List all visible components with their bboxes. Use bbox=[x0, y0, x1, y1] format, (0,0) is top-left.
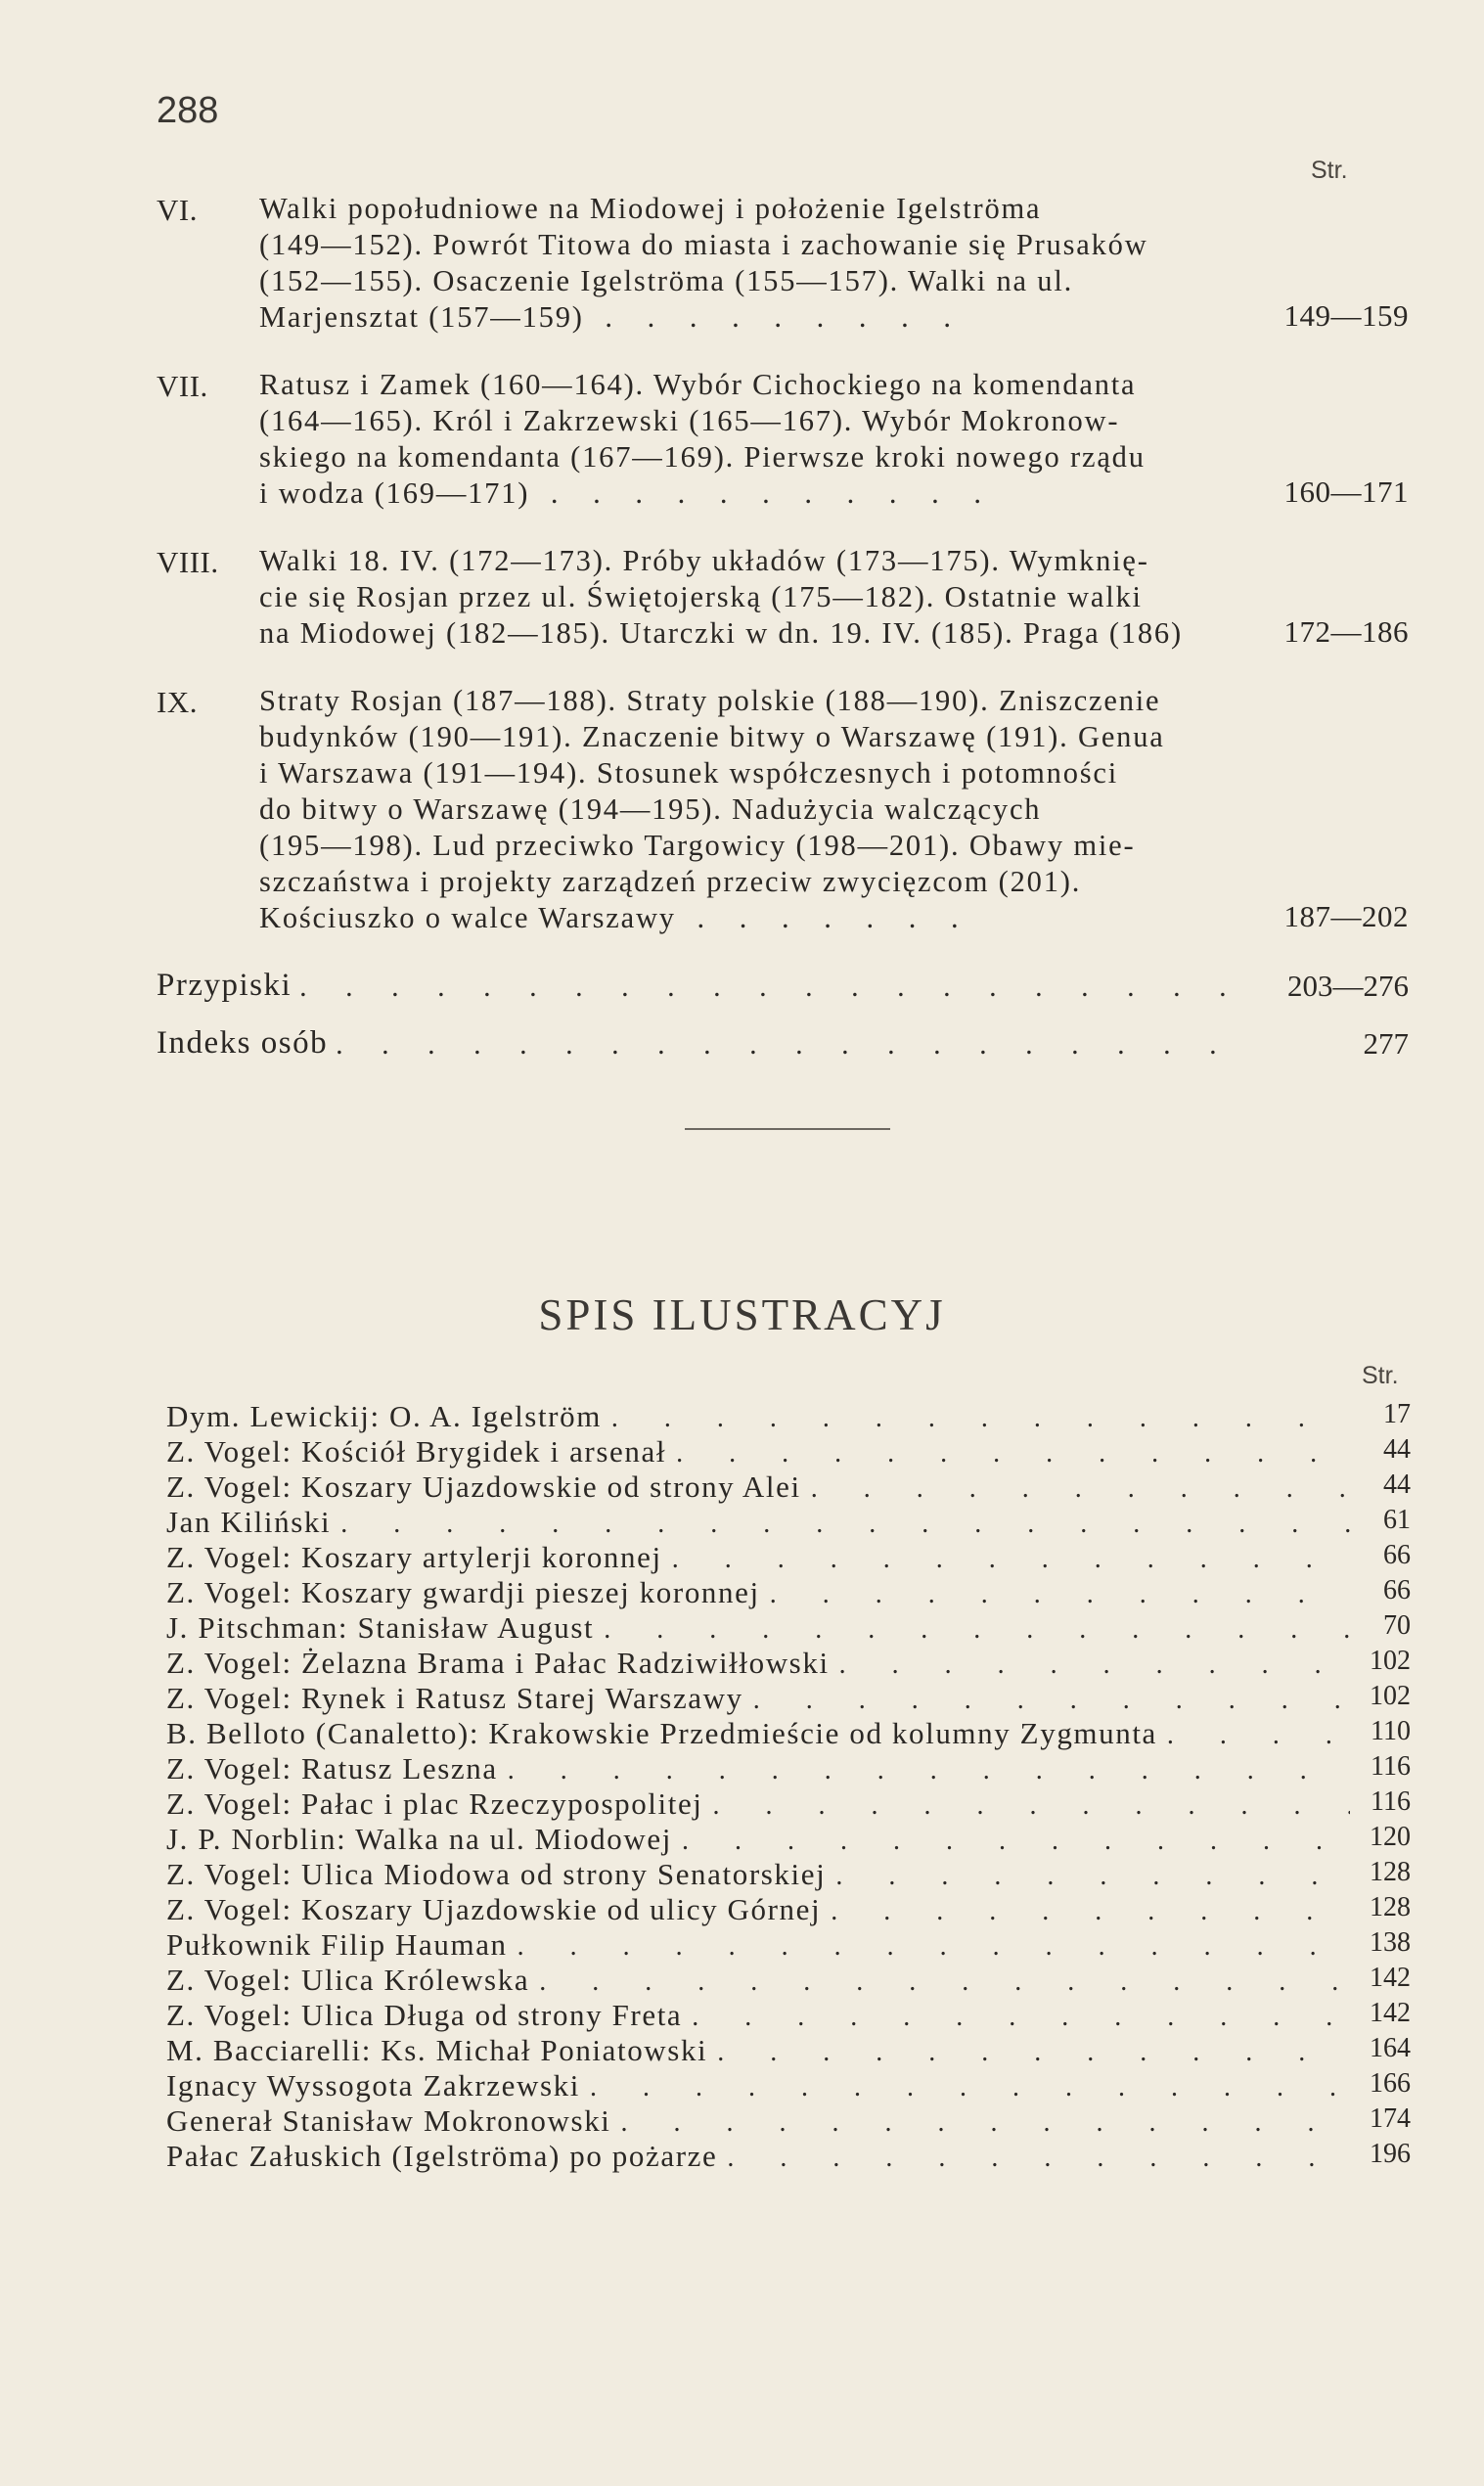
illustration-page: 70 bbox=[1383, 1610, 1411, 1641]
illustration-entry bbox=[166, 2033, 1411, 2068]
illustration-caption: Z. Vogel: Koszary artylerji koronnej bbox=[166, 1540, 662, 1574]
illustration-caption: Generał Stanisław Mokronowski bbox=[166, 2103, 611, 2138]
illustration-caption: B. Belloto (Canaletto): Krakowskie Przedmieście od kolumny Zygmunta bbox=[166, 1716, 1157, 1750]
illustration-caption: J. P. Norblin: Walka na ul. Miodowej bbox=[166, 1822, 672, 1856]
chapter-line: (149—152). Powrót Titowa do miasta i zachowanie się Prusaków bbox=[259, 228, 1148, 261]
dot-leader bbox=[539, 1966, 1350, 1998]
chapter-line-text: i wodza (169—171) bbox=[259, 476, 530, 510]
chapter-pages: 187—202 bbox=[1283, 899, 1409, 933]
dot-leader: . . . . . . . . . bbox=[583, 300, 965, 334]
chapter-line: Ratusz i Zamek (160—164). Wybór Cichockiego na komendanta bbox=[259, 368, 1137, 401]
illustration-caption: Z. Vogel: Ulica Miodowa od strony Senatorskiej bbox=[166, 1857, 827, 1891]
dot-leader bbox=[336, 1028, 1233, 1062]
illustration-page: 164 bbox=[1370, 2033, 1411, 2063]
chapter-description bbox=[259, 543, 1237, 652]
illustration-caption: Ignacy Wyssogota Zakrzewski bbox=[166, 2068, 580, 2102]
dot-leader bbox=[770, 1579, 1350, 1610]
illustration-caption: Z. Vogel: Ratusz Leszna bbox=[166, 1751, 498, 1785]
chapter-numeral: VI. bbox=[157, 193, 198, 227]
illustration-caption: Z. Vogel: Koszary Ujazdowskie od strony Alei bbox=[166, 1469, 801, 1504]
illustration-entry bbox=[166, 1716, 1411, 1751]
chapter-line: skiego na komendanta (167—169). Pierwsze kroki nowego rządu bbox=[259, 440, 1146, 474]
illustration-page: 116 bbox=[1371, 1751, 1411, 1782]
chapter-numeral: VII. bbox=[157, 369, 208, 403]
dot-leader bbox=[713, 1790, 1350, 1822]
chapter-description bbox=[259, 683, 1237, 936]
illustration-page: 17 bbox=[1383, 1399, 1411, 1429]
illustration-entry bbox=[166, 1892, 1411, 1927]
illustration-entry bbox=[166, 1575, 1411, 1610]
extra-pages: 203—276 bbox=[1287, 969, 1409, 1003]
extra-pages: 277 bbox=[1363, 1026, 1409, 1061]
illustration-page: 142 bbox=[1370, 1963, 1411, 1993]
illustration-page: 102 bbox=[1370, 1681, 1411, 1711]
dot-leader: . . . . . . . bbox=[675, 901, 972, 934]
page-number: 288 bbox=[157, 90, 219, 131]
chapter-description bbox=[259, 367, 1237, 512]
illustration-entry bbox=[166, 1751, 1411, 1786]
illustration-entry bbox=[166, 1822, 1411, 1857]
illustrations-list bbox=[166, 1399, 1411, 2174]
extra-entry-indeks bbox=[157, 1025, 1409, 1062]
illustration-page: 120 bbox=[1370, 1822, 1411, 1852]
illustration-entry bbox=[166, 2068, 1411, 2103]
illustration-entry bbox=[166, 1998, 1411, 2033]
chapter-line: (164—165). Król i Zakrzewski (165—167). Wybór Mokronow- bbox=[259, 404, 1120, 437]
dot-leader bbox=[811, 1473, 1350, 1505]
chapter-pages: 160—171 bbox=[1283, 475, 1409, 509]
chapter-line: (195—198). Lud przeciwko Targowicy (198—201). Obawy mie- bbox=[259, 829, 1136, 862]
chapter-entry bbox=[157, 543, 1409, 652]
toc-page-column-label: Str. bbox=[1311, 157, 1348, 184]
dot-leader bbox=[676, 1438, 1350, 1469]
dot-leader bbox=[831, 1896, 1350, 1927]
chapter-pages: 172—186 bbox=[1283, 614, 1409, 649]
chapter-line: cie się Rosjan przez ul. Świętojerską (175—182). Ostatnie walki bbox=[259, 580, 1143, 613]
chapter-entry bbox=[157, 367, 1409, 512]
chapter-line: na Miodowej (182—185). Utarczki w dn. 19. IV. (185). Praga (186) bbox=[259, 616, 1183, 650]
illustration-caption: M. Bacciarelli: Ks. Michał Poniatowski bbox=[166, 2033, 708, 2067]
illustration-page: 128 bbox=[1370, 1892, 1411, 1922]
illustration-entry bbox=[166, 1469, 1411, 1505]
illustration-page: 66 bbox=[1383, 1575, 1411, 1605]
chapter-line: (152—155). Osaczenie Igelströma (155—157). Walki na ul. bbox=[259, 264, 1074, 297]
table-of-contents bbox=[157, 191, 1409, 1083]
dot-leader bbox=[621, 2107, 1350, 2139]
chapter-line: szczaństwa i projekty zarządzeń przeciw zwycięzcom (201). bbox=[259, 865, 1082, 898]
illustration-entry bbox=[166, 1963, 1411, 1998]
dot-leader bbox=[1167, 1720, 1350, 1751]
illustration-entry bbox=[166, 2139, 1411, 2174]
illustration-page: 102 bbox=[1370, 1646, 1411, 1676]
dot-leader bbox=[692, 2002, 1350, 2033]
section-divider bbox=[685, 1128, 890, 1130]
illustration-caption: Pałac Załuskich (Igelströma) po pożarze bbox=[166, 2139, 718, 2173]
illustration-caption: J. Pitschman: Stanisław August bbox=[166, 1610, 595, 1645]
chapter-line: Walki popołudniowe na Miodowej i położenie Igelströma bbox=[259, 192, 1042, 225]
illustration-caption: Z. Vogel: Pałac i plac Rzeczypospolitej bbox=[166, 1786, 703, 1821]
chapter-line: do bitwy o Warszawę (194—195). Nadużycia walczących bbox=[259, 792, 1042, 826]
illustration-caption: Dym. Lewickij: O. A. Igelström bbox=[166, 1399, 602, 1433]
illustration-entry bbox=[166, 1646, 1411, 1681]
illustration-entry bbox=[166, 1434, 1411, 1469]
illustration-entry bbox=[166, 2103, 1411, 2139]
illustration-caption: Z. Vogel: Koszary gwardji pieszej koronnej bbox=[166, 1575, 760, 1609]
illustration-entry bbox=[166, 1681, 1411, 1716]
illustration-entry bbox=[166, 1610, 1411, 1646]
illustration-entry bbox=[166, 1505, 1411, 1540]
illustration-entry bbox=[166, 1857, 1411, 1892]
dot-leader bbox=[839, 1650, 1350, 1681]
extra-entry-przypiski bbox=[157, 968, 1409, 1004]
illustration-entry bbox=[166, 1927, 1411, 1963]
chapter-line: Straty Rosjan (187—188). Straty polskie (188—190). Zniszczenie bbox=[259, 684, 1161, 717]
illustration-page: 174 bbox=[1370, 2103, 1411, 2134]
chapter-line bbox=[259, 475, 1237, 512]
illustration-caption: Pułkownik Filip Hauman bbox=[166, 1927, 508, 1962]
dot-leader bbox=[672, 1544, 1350, 1575]
dot-leader bbox=[753, 1685, 1350, 1716]
illustrations-title: SPIS ILUSTRACYJ bbox=[538, 1290, 946, 1339]
chapter-line-text: Kościuszko o walce Warszawy bbox=[259, 901, 676, 934]
illustration-page: 196 bbox=[1370, 2139, 1411, 2169]
chapter-entry bbox=[157, 683, 1409, 936]
chapter-line bbox=[259, 900, 1237, 936]
chapter-numeral: IX. bbox=[157, 685, 198, 719]
dot-leader bbox=[835, 1861, 1350, 1892]
chapter-line: Walki 18. IV. (172—173). Próby układów (173—175). Wymknię- bbox=[259, 544, 1149, 577]
illustration-caption: Z. Vogel: Ulica Długa od strony Freta bbox=[166, 1998, 683, 2032]
chapter-pages: 149—159 bbox=[1283, 298, 1409, 333]
illustration-page: 116 bbox=[1371, 1786, 1411, 1817]
illustration-entry bbox=[166, 1540, 1411, 1575]
chapter-line: i Warszawa (191—194). Stosunek współczesnych i potomności bbox=[259, 756, 1119, 790]
dot-leader bbox=[604, 1614, 1350, 1646]
dot-leader bbox=[727, 2143, 1350, 2174]
dot-leader bbox=[590, 2072, 1350, 2103]
illustration-entry bbox=[166, 1399, 1411, 1434]
dot-leader: . . . . . . . . . . . bbox=[529, 476, 995, 510]
chapter-line-text: Marjensztat (157—159) bbox=[259, 300, 584, 334]
illustration-page: 44 bbox=[1383, 1469, 1411, 1500]
illustration-caption: Z. Vogel: Żelazna Brama i Pałac Radziwiłłowski bbox=[166, 1646, 830, 1680]
illustrations-page-column-label: Str. bbox=[1362, 1362, 1399, 1389]
dot-leader bbox=[299, 971, 1233, 1004]
chapter-entry bbox=[157, 191, 1409, 336]
illustration-page: 66 bbox=[1383, 1540, 1411, 1570]
chapter-description bbox=[259, 191, 1237, 336]
dot-leader bbox=[340, 1509, 1350, 1540]
dot-leader bbox=[611, 1403, 1350, 1434]
extra-label: Indeks osób bbox=[157, 1025, 329, 1061]
illustration-page: 44 bbox=[1383, 1434, 1411, 1465]
illustration-caption: Jan Kiliński bbox=[166, 1505, 332, 1539]
dot-leader bbox=[717, 2037, 1350, 2068]
illustration-page: 61 bbox=[1383, 1505, 1411, 1535]
illustration-caption: Z. Vogel: Koszary Ujazdowskie od ulicy Górnej bbox=[166, 1892, 822, 1926]
illustration-entry bbox=[166, 1786, 1411, 1822]
extra-label: Przypiski bbox=[157, 968, 292, 1003]
illustration-page: 110 bbox=[1371, 1716, 1411, 1746]
illustration-caption: Z. Vogel: Ulica Królewska bbox=[166, 1963, 530, 1997]
chapter-line bbox=[259, 299, 1237, 336]
illustration-page: 166 bbox=[1370, 2068, 1411, 2099]
illustration-page: 142 bbox=[1370, 1998, 1411, 2028]
illustration-page: 128 bbox=[1370, 1857, 1411, 1887]
chapter-line: budynków (190—191). Znaczenie bitwy o Warszawę (191). Genua bbox=[259, 720, 1165, 753]
dot-leader bbox=[508, 1755, 1350, 1786]
dot-leader bbox=[682, 1826, 1350, 1857]
illustration-caption: Z. Vogel: Kościół Brygidek i arsenał bbox=[166, 1434, 667, 1469]
chapter-numeral: VIII. bbox=[157, 545, 219, 579]
illustration-page: 138 bbox=[1370, 1927, 1411, 1958]
illustration-caption: Z. Vogel: Rynek i Ratusz Starej Warszawy bbox=[166, 1681, 743, 1715]
dot-leader bbox=[517, 1931, 1350, 1963]
